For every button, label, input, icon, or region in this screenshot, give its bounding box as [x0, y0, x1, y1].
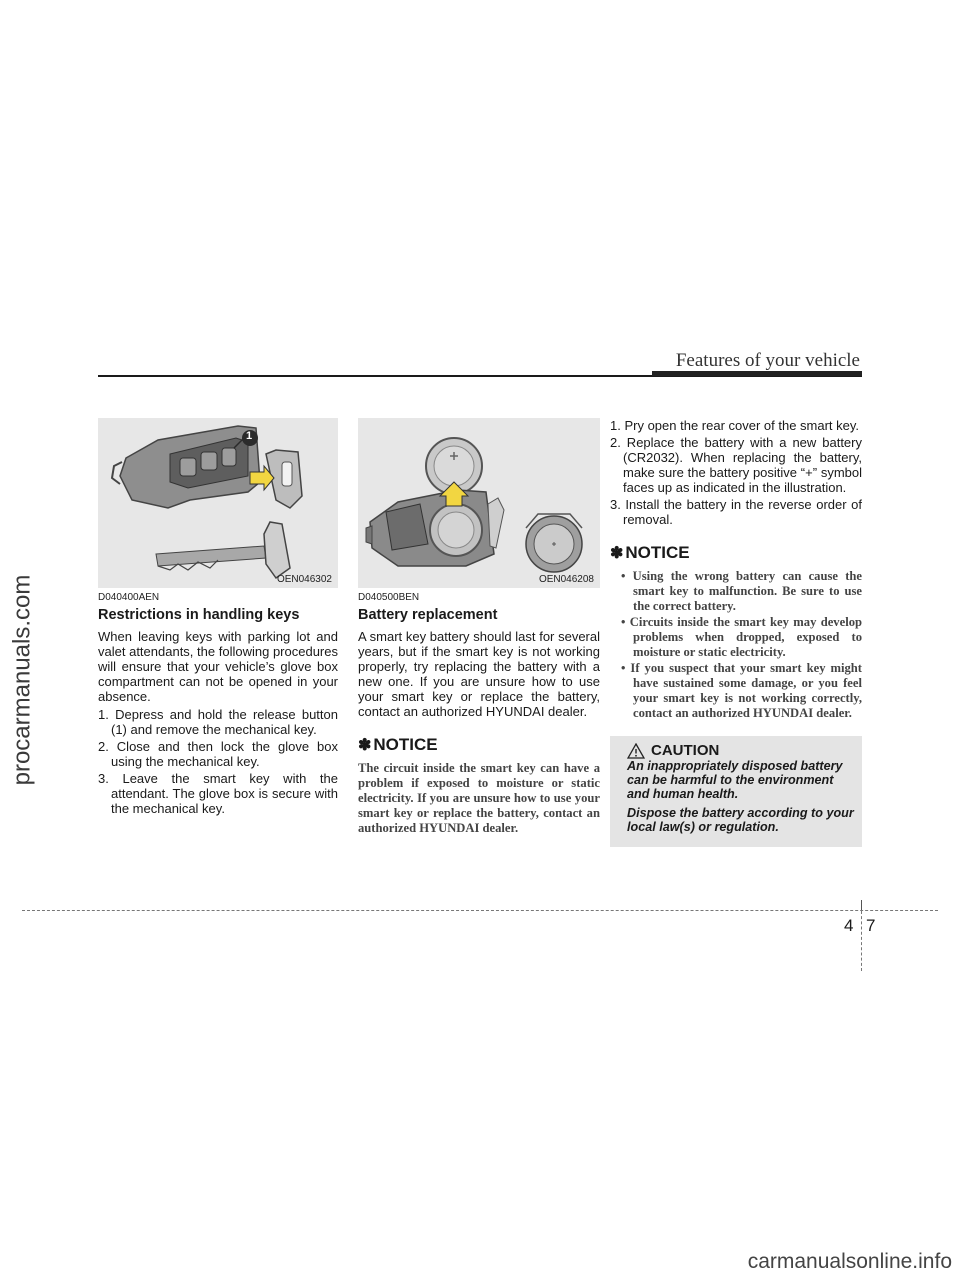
list-item: 3. Install the battery in the reverse order of removal. — [610, 497, 862, 527]
page-number: 7 — [866, 916, 876, 935]
battery-steps-list — [610, 418, 862, 527]
smart-key-figure — [98, 418, 338, 588]
chapter-number: 4 — [844, 916, 854, 935]
list-item: 2. Replace the battery with a new battery (CR2032). When replacing the battery, make sure the battery positive “+” symbol faces up as indicated in the illustration. — [610, 435, 862, 495]
caution-line: Dispose the battery according to your local law(s) or regulation. — [627, 806, 854, 834]
smart-key-illustration — [98, 418, 338, 588]
side-watermark-text: procarmanuals.com — [8, 574, 35, 786]
caution-line: An inappropriately disposed battery can be harmful to the environment and human health. — [627, 759, 843, 801]
list-item: • If you suspect that your smart key might have sustained some damage, or you feel your smart key is not working correctly, contact an authorized HYUNDAI dealer. — [621, 661, 862, 720]
notice-title: NOTICE — [625, 543, 690, 562]
callout-number: 1 — [246, 430, 253, 442]
list-item: • Circuits inside the smart key may develop problems when dropped, exposed to moisture or static electricity. — [621, 615, 862, 659]
footer-divider-top — [861, 900, 862, 910]
section-code: D040400AEN — [98, 592, 160, 603]
notice-star-icon: ✽ — [358, 737, 372, 754]
figure-code: OEN046208 — [538, 574, 594, 585]
bottom-watermark: carmanualsonline.info — [747, 1250, 952, 1273]
list-item: 1. Depress and hold the release button (1) and remove the mechanical key. — [98, 707, 338, 737]
notice-text: The circuit inside the smart key can have a problem if exposed to moisture or static electricity. If you are unsure how to use your smart key or replace the battery, contact an authorized HYUNDAI dealer. — [358, 761, 600, 835]
section-code: D040500BEN — [358, 592, 420, 603]
steps-list — [98, 707, 338, 816]
body-paragraph: A smart key battery should last for several years, but if the smart key is not working properly, try replacing the battery with a new one. If you are unsure how to use your smart key or replace the battery, contact an authorized HYUNDAI dealer. — [358, 629, 600, 719]
battery-illustration — [358, 418, 600, 588]
list-item: 2. Close and then lock the glove box using the mechanical key. — [98, 739, 338, 769]
footer-divider — [861, 911, 862, 971]
notice-heading — [610, 543, 862, 563]
caution-title: CAUTION — [651, 742, 720, 759]
caution-heading — [627, 742, 854, 759]
right-column — [610, 418, 862, 847]
footer-dashed-rule — [22, 910, 938, 911]
notice-heading — [358, 735, 600, 755]
notice-title: NOTICE — [373, 735, 438, 754]
section-heading: Battery replacement — [358, 607, 498, 623]
caution-box — [610, 736, 862, 847]
notice-star-icon: ✽ — [610, 545, 624, 562]
battery-figure — [358, 418, 600, 588]
section-title: Features of your vehicle — [675, 350, 860, 371]
header-tab-bar — [652, 371, 862, 376]
warning-triangle-icon — [627, 743, 645, 759]
list-item: • Using the wrong battery can cause the smart key to malfunction. Be sure to use the correct battery. — [621, 569, 862, 613]
list-item: 3. Leave the smart key with the attendant. The glove box is secure with the mechanical key. — [98, 771, 338, 816]
intro-paragraph: When leaving keys with parking lot and valet attendants, the following procedures will ensure that your vehicle’s glove box compartment can not be opened in your absence. — [98, 629, 338, 704]
section-heading: Restrictions in handling keys — [98, 607, 300, 623]
figure-code: OEN046302 — [276, 574, 332, 585]
notice-bullets — [610, 569, 862, 721]
left-column — [98, 418, 338, 818]
list-item: 1. Pry open the rear cover of the smart key. — [610, 418, 860, 433]
side-watermark — [2, 520, 42, 840]
middle-column — [358, 418, 600, 836]
